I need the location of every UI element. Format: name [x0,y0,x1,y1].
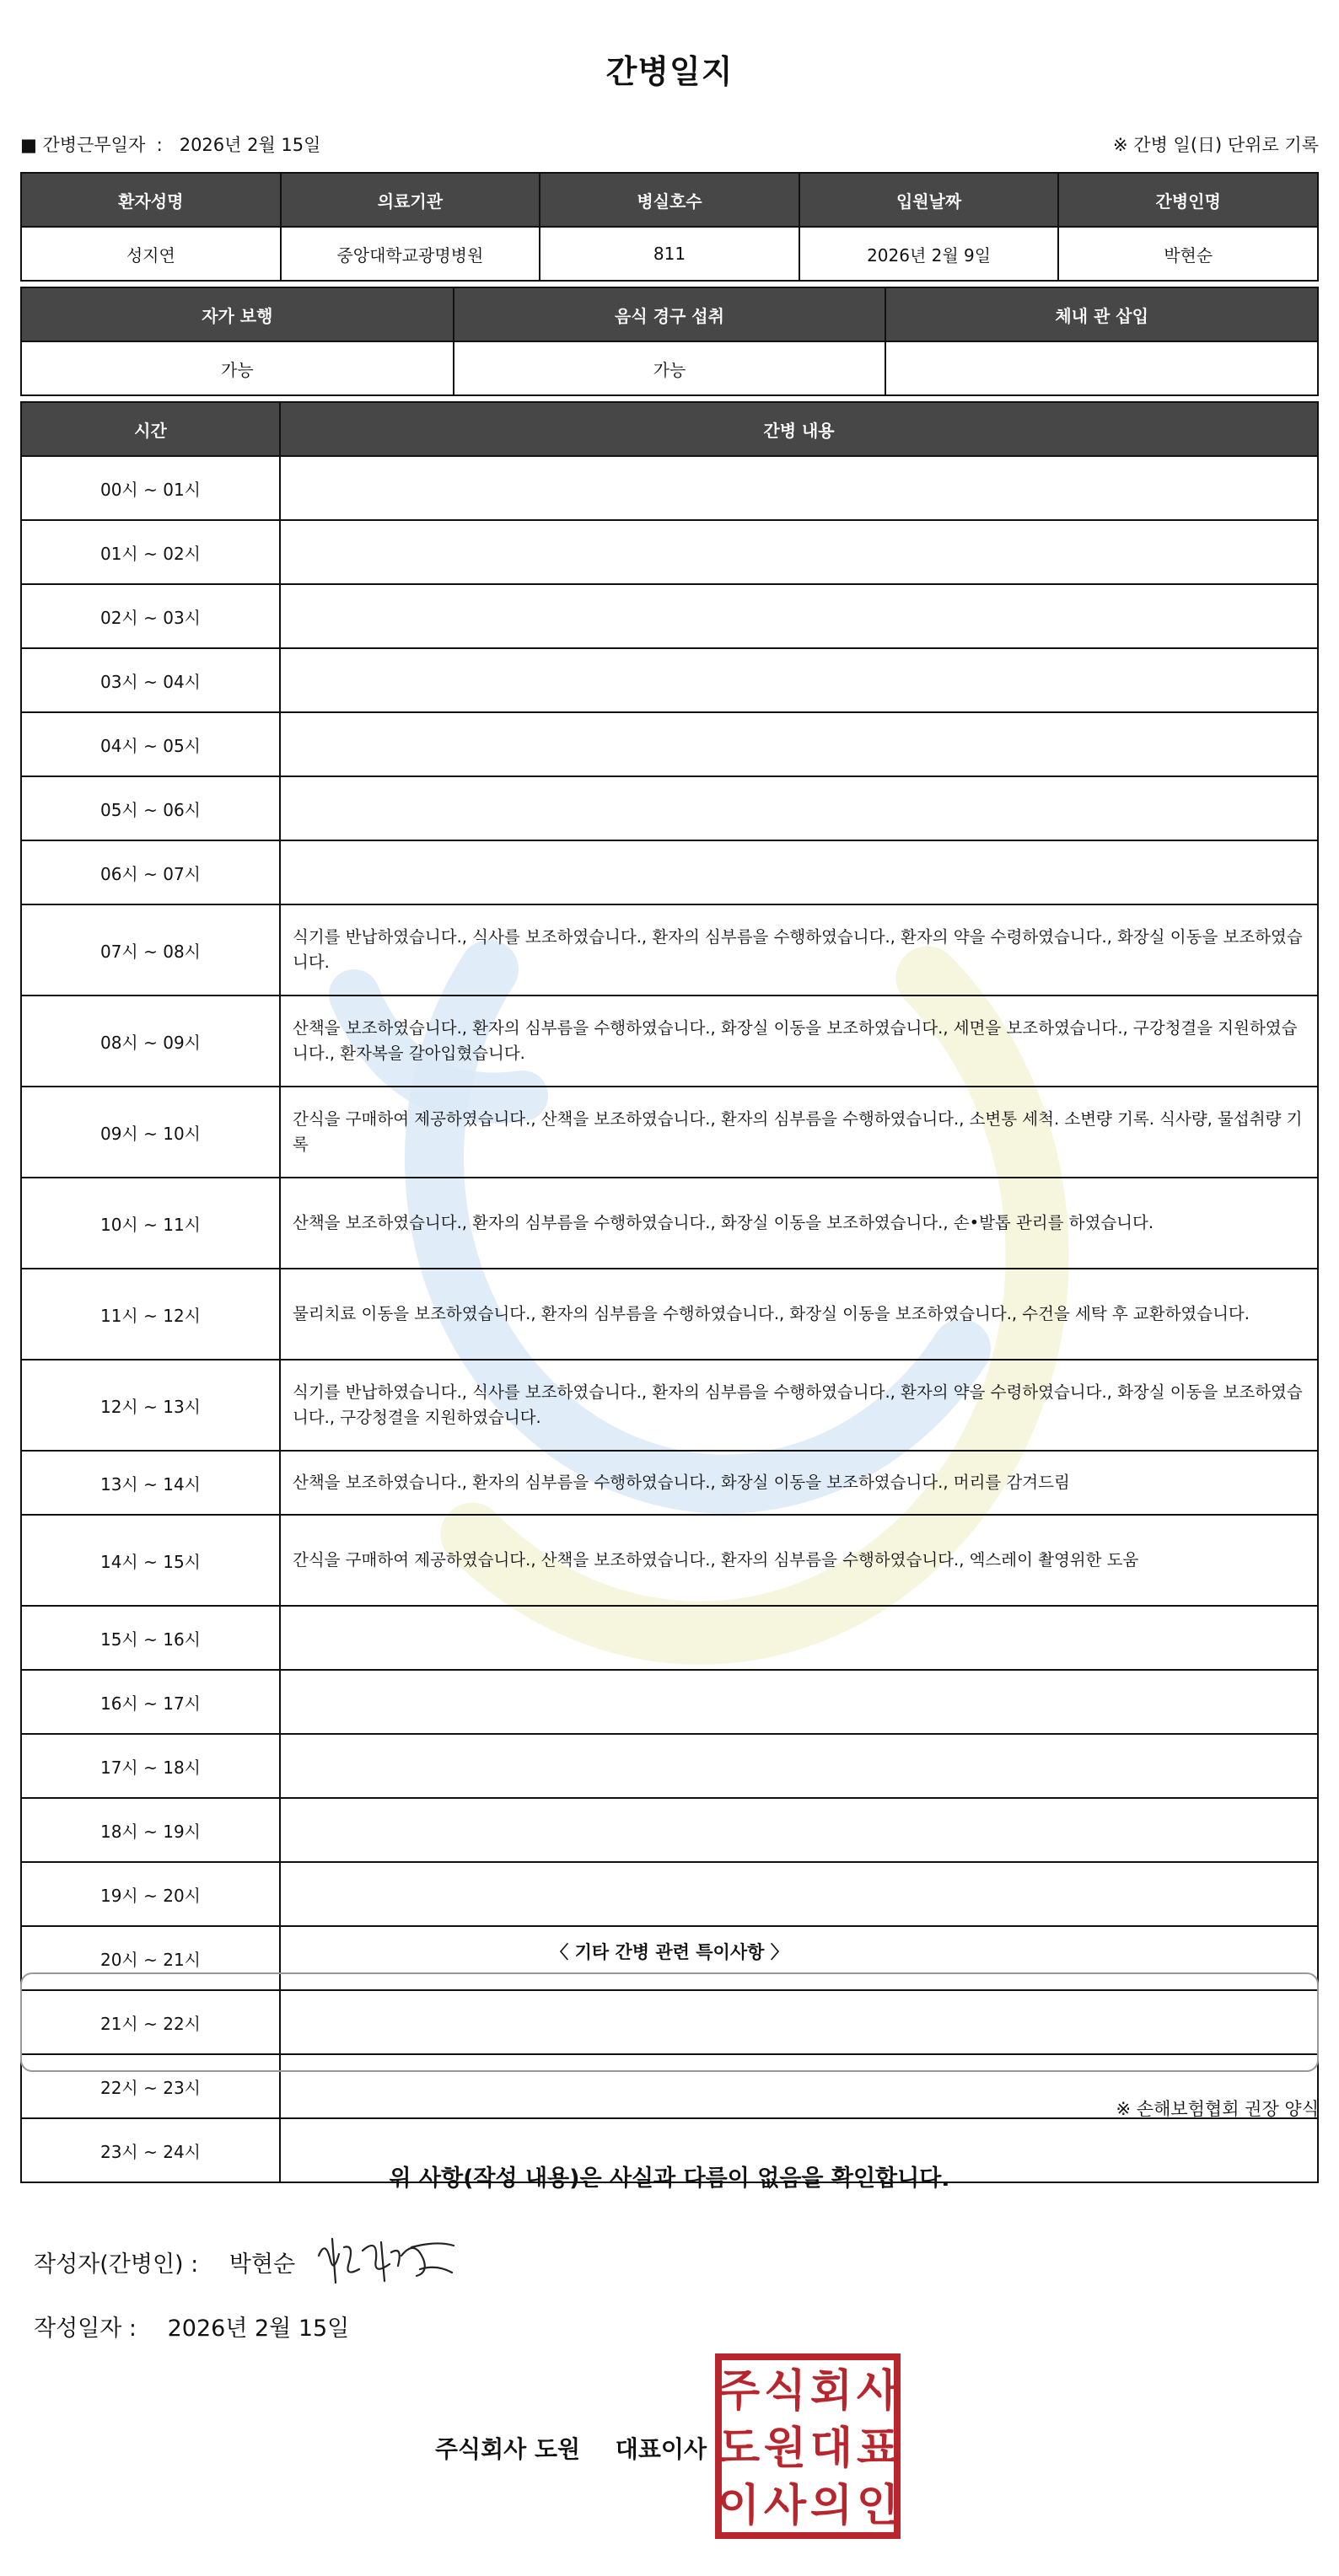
care-log-content: 산책을 보조하였습니다., 환자의 심부름을 수행하였습니다., 화장실 이동을 보조하였습니다., 세면을 보조하였습니다., 구강청결을 지원하였습니다., 환자복을 갈아입혔습니다. [280,996,1318,1087]
header-oral-intake: 음식 경구 섭취 [454,287,886,341]
care-log-row [21,520,1318,584]
company-role: 대표이사 [615,2435,707,2463]
work-date-value: 2026년 2월 15일 [179,135,321,155]
header-self-walking: 자가 보행 [21,287,454,341]
room-number: 811 [540,227,799,281]
care-log-row [21,996,1318,1087]
work-date-sep: : [156,135,163,155]
header-time: 시간 [21,402,280,456]
patient-info-header-row [21,173,1318,227]
care-log-content: 물리치료 이동을 보조하였습니다., 환자의 심부름을 수행하였습니다., 화장실 이동을 보조하였습니다., 수건을 세탁 후 교환하였습니다. [280,1269,1318,1360]
header-room-number: 병실호수 [540,173,799,227]
company-seal [713,2352,902,2541]
seal-character: 이 [717,2481,761,2531]
patient-status-table [20,287,1319,396]
care-log-time: 04시 ~ 05시 [21,712,280,776]
care-log-content [280,520,1318,584]
care-log-time: 01시 ~ 02시 [21,520,280,584]
notes-box [20,1972,1319,2072]
patient-info-table [20,172,1319,282]
seal-character: 사 [763,2481,807,2531]
unit-note: ※ 간병 일(日) 단위로 기록 [1113,135,1319,155]
care-log-time: 19시 ~ 20시 [21,1862,280,1926]
care-log-content [280,1606,1318,1670]
care-log-row [21,1798,1318,1862]
written-date-line [34,2310,349,2343]
care-log-row [21,1451,1318,1515]
written-date-label: 작성일자 : [34,2316,137,2342]
self-walking: 가능 [21,341,454,395]
handwritten-signature [310,2222,462,2298]
header-care-content: 간병 내용 [280,402,1318,456]
care-log-time: 21시 ~ 22시 [21,1990,280,2054]
seal-character: 주 [717,2366,761,2417]
seal-character: 의 [809,2481,853,2531]
seal-character: 회 [809,2366,853,2417]
care-log-content: 식기를 반납하였습니다., 식사를 보조하였습니다., 환자의 심부름을 수행하였습니다., 환자의 약을 수령하였습니다., 화장실 이동을 보조하였습니다., 구강청결을 지원하였습니다. [280,1360,1318,1451]
seal-character: 대 [809,2423,853,2474]
author-label: 작성자(간병인) : [34,2251,199,2278]
care-log-time: 14시 ~ 15시 [21,1515,280,1606]
seal-character: 사 [856,2366,900,2417]
patient-name: 성지연 [21,227,281,281]
care-log-time: 00시 ~ 01시 [21,456,280,520]
care-log-content [280,712,1318,776]
care-log-content [280,648,1318,712]
meta-row [20,131,1319,157]
care-log-content [280,1734,1318,1798]
hospital: 중앙대학교광명병원 [281,227,540,281]
care-log-row [21,1515,1318,1606]
care-log-content: 간식을 구매하여 제공하였습니다., 산책을 보조하였습니다., 환자의 심부름을 수행하였습니다., 소변통 세척. 소변량 기록. 식사량, 물섭취량 기록 [280,1087,1318,1178]
care-log-row [21,840,1318,904]
care-log-time: 16시 ~ 17시 [21,1670,280,1734]
work-date [20,131,320,157]
tube-insertion [885,341,1318,395]
written-date-value: 2026년 2월 15일 [167,2316,350,2342]
care-log-content: 식기를 반납하였습니다., 식사를 보조하였습니다., 환자의 심부름을 수행하였습니다., 환자의 약을 수령하였습니다., 화장실 이동을 보조하였습니다. [280,904,1318,996]
care-log-content [280,1670,1318,1734]
care-log-time: 06시 ~ 07시 [21,840,280,904]
care-log-row [21,1862,1318,1926]
header-tube-insertion: 체내 관 삽입 [885,287,1318,341]
care-log-row [21,1606,1318,1670]
care-log-time: 20시 ~ 21시 [21,1926,280,1990]
page-title: 간병일지 [605,53,734,90]
care-log-content [280,776,1318,840]
care-log-time: 18시 ~ 19시 [21,1798,280,1862]
care-log-time: 03시 ~ 04시 [21,648,280,712]
care-log-row [21,712,1318,776]
admission-date: 2026년 2월 9일 [799,227,1059,281]
care-log-content [280,840,1318,904]
notes-title: 〈 기타 간병 관련 특이사항 〉 [551,1942,788,1962]
care-log-time: 02시 ~ 03시 [21,584,280,648]
care-log-time: 10시 ~ 11시 [21,1178,280,1269]
care-log-time: 09시 ~ 10시 [21,1087,280,1178]
header-admission-date: 입원날짜 [799,173,1059,227]
care-log-content [280,1798,1318,1862]
company-name: 주식회사 도원 [435,2435,581,2463]
care-log-time: 07시 ~ 08시 [21,904,280,996]
care-log-content [280,584,1318,648]
status-value-row [21,341,1318,395]
care-log-content: 간식을 구매하여 제공하였습니다., 산책을 보조하였습니다., 환자의 심부름을 수행하였습니다., 엑스레이 촬영위한 도움 [280,1515,1318,1606]
care-log-row [21,1178,1318,1269]
care-log-time: 08시 ~ 09시 [21,996,280,1087]
care-log-time: 15시 ~ 16시 [21,1606,280,1670]
care-log-table [20,401,1319,2183]
header-patient-name: 환자성명 [21,173,281,227]
work-date-label: ■ 간병근무일자 [20,135,146,155]
oral-intake: 가능 [454,341,886,395]
status-header-row [21,287,1318,341]
seal-character: 도 [717,2423,761,2474]
care-log-time: 12시 ~ 13시 [21,1360,280,1451]
care-log-row [21,648,1318,712]
care-log-time: 11시 ~ 12시 [21,1269,280,1360]
author-name: 박현순 [229,2251,296,2278]
care-log-row [21,776,1318,840]
care-log-time: 23시 ~ 24시 [21,2118,280,2182]
seal-character: 원 [763,2423,807,2474]
care-log-time: 13시 ~ 14시 [21,1451,280,1515]
care-log-row [21,1269,1318,1360]
header-caregiver-name: 간병인명 [1058,173,1318,227]
care-log-row [21,904,1318,996]
care-log-time: 22시 ~ 23시 [21,2054,280,2118]
seal-character: 인 [856,2481,900,2531]
author-line [34,2246,295,2278]
care-log-time: 05시 ~ 06시 [21,776,280,840]
care-log-time: 17시 ~ 18시 [21,1734,280,1798]
care-log-row [21,1087,1318,1178]
care-log-content: 산책을 보조하였습니다., 환자의 심부름을 수행하였습니다., 화장실 이동을 보조하였습니다., 손•발톱 관리를 하였습니다. [280,1178,1318,1269]
care-log-row [21,1670,1318,1734]
care-log-content: 산책을 보조하였습니다., 환자의 심부름을 수행하였습니다., 화장실 이동을 보조하였습니다., 머리를 감겨드림 [280,1451,1318,1515]
seal-character: 식 [763,2366,807,2417]
care-log-content [280,456,1318,520]
care-log-header-row [21,402,1318,456]
seal-character: 표 [856,2423,900,2474]
care-log-row [21,1734,1318,1798]
patient-info-value-row [21,227,1318,281]
header-hospital: 의료기관 [281,173,540,227]
association-note: ※ 손해보험협회 권장 양식 [1116,2099,1319,2119]
confirmation-statement: 위 사항(작성 내용)은 사실과 다름이 없음을 확인합니다. [389,2165,950,2192]
caregiver-name: 박현순 [1058,227,1318,281]
care-log-content [280,1862,1318,1926]
care-log-row [21,1360,1318,1451]
care-log-row [21,456,1318,520]
company-line [435,2431,707,2465]
care-log-row [21,584,1318,648]
